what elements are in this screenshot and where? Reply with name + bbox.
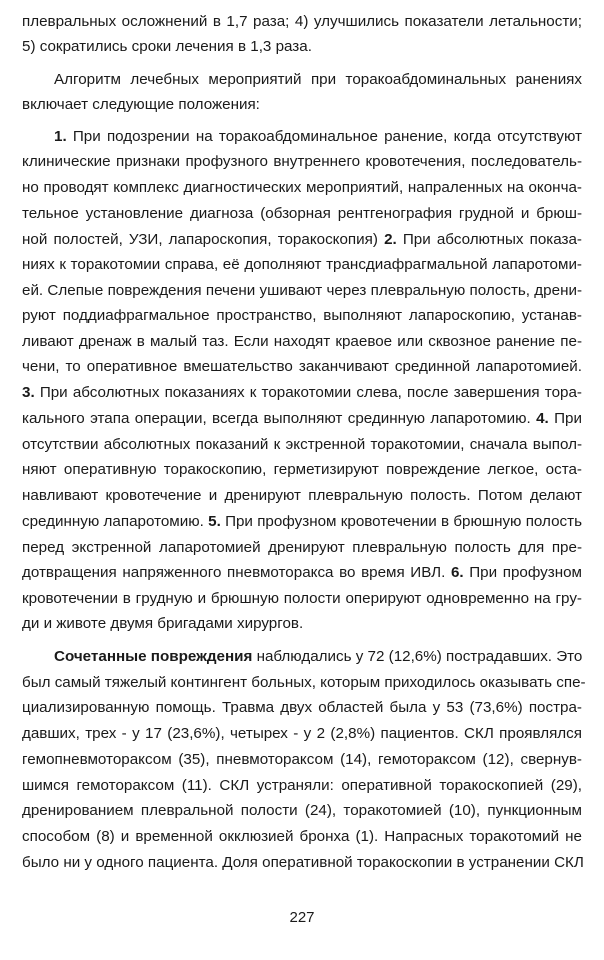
page-number: 227 bbox=[289, 909, 315, 926]
text-line bbox=[22, 615, 582, 633]
text-segment: ливают дренаж в малый таз. Если находят краевое или сквозное ранение пе- bbox=[22, 333, 582, 350]
text-segment: ди и животе двумя бригадами хирургов. bbox=[22, 615, 304, 632]
text-line bbox=[22, 153, 582, 171]
text-segment: чени, то оперативное вмешательство заканчивают срединной лапаротомией. bbox=[22, 358, 582, 375]
text-line bbox=[22, 179, 582, 197]
text-segment: При профузном кровотечении в брюшную полость bbox=[220, 513, 582, 530]
text-segment: При профузном bbox=[463, 564, 582, 581]
bold-text: 2. bbox=[384, 231, 397, 248]
text-segment: плевральных осложнений в 1,7 раза; 4) улучшились показатели летальности; bbox=[22, 13, 582, 30]
text-line bbox=[22, 590, 582, 608]
text-segment: был самый тяжелый контингент больных, которым приходилось оказывать спе- bbox=[22, 674, 586, 691]
text-line bbox=[22, 384, 582, 402]
bold-text: 5. bbox=[208, 513, 221, 530]
text-line bbox=[54, 648, 582, 666]
text-segment: давших, трех - у 17 (23,6%), четырех - у 2 (2,8%) пациентов. СКЛ проявлялся bbox=[22, 725, 582, 742]
text-line bbox=[22, 777, 582, 795]
text-segment: включает следующие положения: bbox=[22, 96, 260, 113]
text-segment: дренированием плевральной полости (24), торакотомией (10), пункционным bbox=[22, 802, 582, 819]
text-segment: ей. Слепые повреждения печени ушивают через плевральную полость, дрени- bbox=[22, 282, 582, 299]
text-segment: Алгоритм лечебных мероприятий при торакоабдоминальных ранениях bbox=[54, 71, 582, 88]
text-segment: кровотечении в грудную и брюшную полости оперируют одновременно на гру- bbox=[22, 590, 582, 607]
text-segment: ной полостей, УЗИ, лапароскопия, торакоскопия) bbox=[22, 231, 385, 248]
text-segment: ниях к торакотомии справа, её дополняют трансдиафрагмальной лапаротоми- bbox=[22, 256, 582, 273]
text-line bbox=[22, 674, 586, 692]
text-line bbox=[22, 828, 582, 846]
text-segment: клинические признаки профузного внутреннего кровотечения, последователь- bbox=[22, 153, 582, 170]
text-line bbox=[22, 751, 582, 769]
bold-text: Сочетанные повреждения bbox=[54, 648, 253, 665]
text-line bbox=[22, 410, 582, 428]
text-line bbox=[22, 461, 582, 479]
text-line bbox=[22, 205, 582, 223]
text-line bbox=[22, 513, 582, 531]
text-segment: При bbox=[548, 410, 582, 427]
text-line bbox=[22, 38, 582, 56]
text-line bbox=[22, 13, 582, 31]
text-segment: руют поддиафрагмальное пространство, выполняют лапароскопию, устанав- bbox=[22, 307, 582, 324]
text-line bbox=[22, 282, 582, 300]
text-line bbox=[22, 358, 582, 376]
bold-text: 3. bbox=[22, 384, 35, 401]
text-segment: способом (8) и временной окклюзией бронха (1). Напрасных торакотомий не bbox=[22, 828, 582, 845]
text-line bbox=[22, 436, 582, 454]
text-line bbox=[54, 71, 582, 89]
text-segment: При абсолютных показаниях к торакотомии слева, после завершения тора- bbox=[34, 384, 582, 401]
text-segment: циализированную помощь. Травма двух областей была у 53 (73,6%) постра- bbox=[22, 699, 582, 716]
text-line bbox=[22, 487, 582, 505]
bold-text: 1. bbox=[54, 128, 67, 145]
text-line bbox=[54, 128, 582, 146]
bold-text: 6. bbox=[450, 564, 464, 581]
text-line bbox=[22, 802, 582, 820]
text-segment: шимся гемотораксом (11). СКЛ устраняли: оперативной торакоскопией (29), bbox=[22, 777, 582, 794]
text-line bbox=[22, 854, 582, 872]
text-segment: гемопневмотораксом (35), пневмотораксом (14), гемотораксом (12), свернув- bbox=[22, 751, 582, 768]
text-line bbox=[22, 256, 582, 274]
text-segment: наблюдались у 72 (12,6%) пострадавших. Это bbox=[252, 648, 583, 665]
text-line bbox=[22, 96, 582, 114]
bold-text: 4. bbox=[536, 410, 549, 427]
text-segment: При абсолютных показа- bbox=[396, 231, 582, 248]
text-segment: кального этапа операции, всегда выполняют срединную лапаротомию. bbox=[22, 410, 537, 427]
text-segment: перед экстренной лапаротомией дренируют плевральную полость для пре- bbox=[22, 539, 582, 556]
text-segment: 5) сократились сроки лечения в 1,3 раза. bbox=[22, 38, 312, 55]
text-segment: отсутствии абсолютных показаний к экстренной торакотомии, сначала выпол- bbox=[22, 436, 582, 453]
text-line bbox=[22, 564, 582, 582]
text-line bbox=[22, 333, 582, 351]
text-segment: срединную лапаротомию. bbox=[22, 513, 209, 530]
text-segment: При подозрении на торакоабдоминальное ранение, когда отсутствуют bbox=[66, 128, 582, 145]
text-line bbox=[22, 307, 582, 325]
text-line bbox=[22, 699, 582, 717]
text-segment: дотвращения напряженного пневмоторакса во время ИВЛ. bbox=[22, 564, 451, 581]
text-line bbox=[22, 231, 582, 249]
text-segment: навливают кровотечение и дренируют плевральную полость. Потом делают bbox=[22, 487, 582, 504]
text-line bbox=[22, 725, 582, 743]
text-segment: тельное установление диагноза (обзорная рентгенография грудной и брюш- bbox=[22, 205, 582, 222]
text-segment: но проводят комплекс диагностических мероприятий, напраленных на оконча- bbox=[22, 179, 582, 196]
text-segment: было ни у одного пациента. Доля оперативной торакоскопии в устранении СКЛ bbox=[22, 854, 584, 871]
text-segment: няют оперативную торакоскопию, герметизируют повреждение легкое, оста- bbox=[22, 461, 582, 478]
text-line bbox=[22, 539, 582, 557]
